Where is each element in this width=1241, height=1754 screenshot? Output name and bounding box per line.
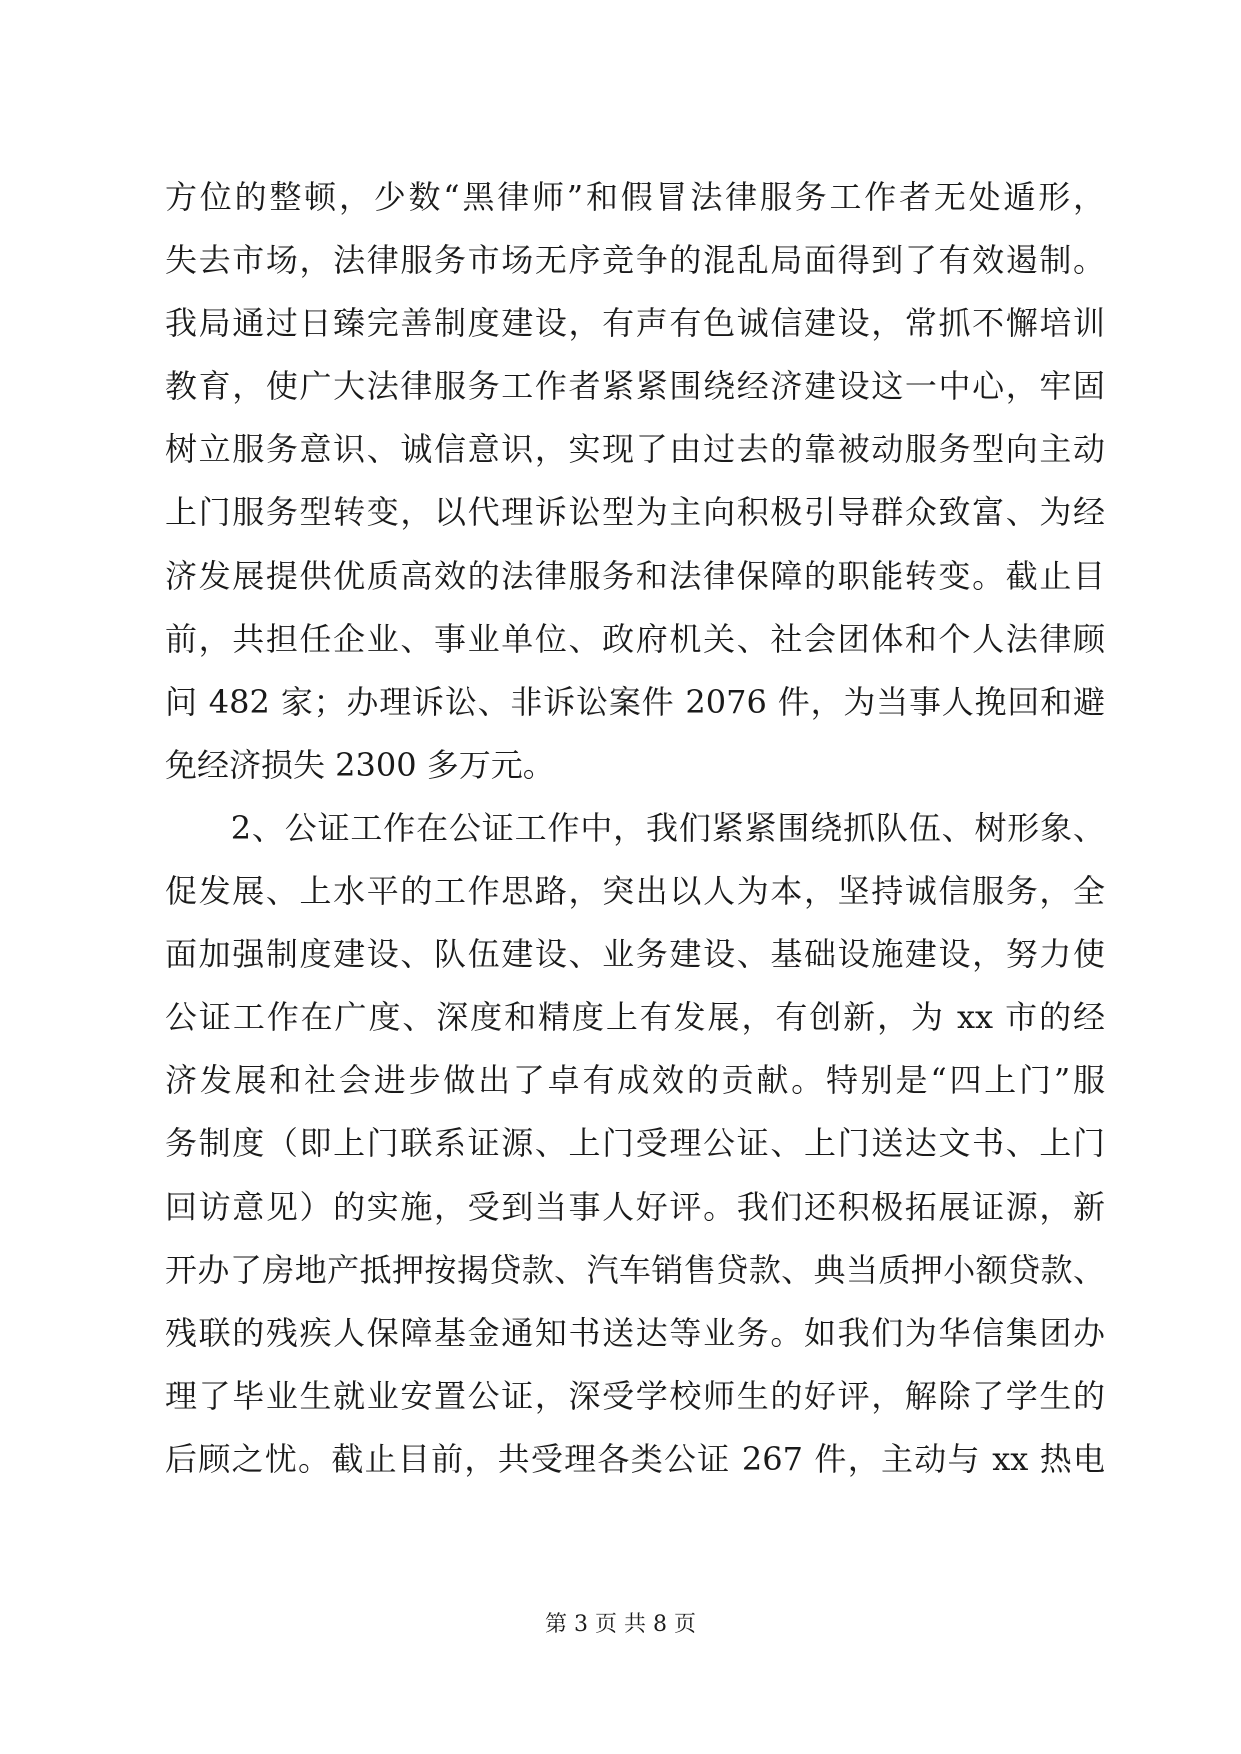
text-line: 前，共担任企业、事业单位、政府机关、社会团体和个人法律顾 [165, 619, 1105, 658]
text-line: 失去市场，法律服务市场无序竞争的混乱局面得到了有效遏制。 [165, 241, 1105, 280]
text-line: 理了毕业生就业安置公证，深受学校师生的好评，解除了学生的 [165, 1376, 1105, 1415]
text-line: 促发展、上水平的工作思路，突出以人为本，坚持诚信服务，全 [165, 872, 1105, 911]
text-line: 公证工作在广度、深度和精度上有发展，有创新，为 xx 市的经 [165, 998, 1105, 1037]
text-line: 务制度（即上门联系证源、上门受理公证、上门送达文书、上门 [165, 1124, 1105, 1163]
page-footer: 第 3 页 共 8 页 [545, 1612, 696, 1637]
text-line: 教育，使广大法律服务工作者紧紧围绕经济建设这一中心，牢固 [165, 367, 1105, 406]
text-line: 残联的残疾人保障基金通知书送达等业务。如我们为华信集团办 [165, 1313, 1105, 1352]
text-line: 面加强制度建设、队伍建设、业务建设、基础设施建设，努力使 [165, 935, 1105, 974]
text-line: 我局通过日臻完善制度建设，有声有色诚信建设，常抓不懈培训 [165, 304, 1105, 343]
text-line: 问 482 家；办理诉讼、非诉讼案件 2076 件，为当事人挽回和避 [165, 682, 1105, 721]
text-line: 济发展和社会进步做出了卓有成效的贡献。特别是“四上门”服 [165, 1061, 1105, 1100]
body-text [165, 166, 1105, 1491]
text-line: 2、公证工作在公证工作中，我们紧紧围绕抓队伍、树形象、 [165, 808, 1105, 847]
text-line: 后顾之忧。截止目前，共受理各类公证 267 件，主动与 xx 热电 [165, 1439, 1105, 1478]
text-line: 回访意见）的实施，受到当事人好评。我们还积极拓展证源，新 [165, 1187, 1105, 1226]
text-line: 方位的整顿，少数“黑律师”和假冒法律服务工作者无处遁形， [165, 178, 1105, 216]
text-line: 上门服务型转变，以代理诉讼型为主向积极引导群众致富、为经 [165, 493, 1105, 532]
text-line: 济发展提供优质高效的法律服务和法律保障的职能转变。截止目 [165, 556, 1105, 595]
text-line: 免经济损失 2300 多万元。 [165, 745, 555, 784]
text-line: 开办了房地产抵押按揭贷款、汽车销售贷款、典当质押小额贷款、 [165, 1250, 1105, 1289]
text-line: 树立服务意识、诚信意识，实现了由过去的靠被动服务型向主动 [165, 430, 1105, 469]
